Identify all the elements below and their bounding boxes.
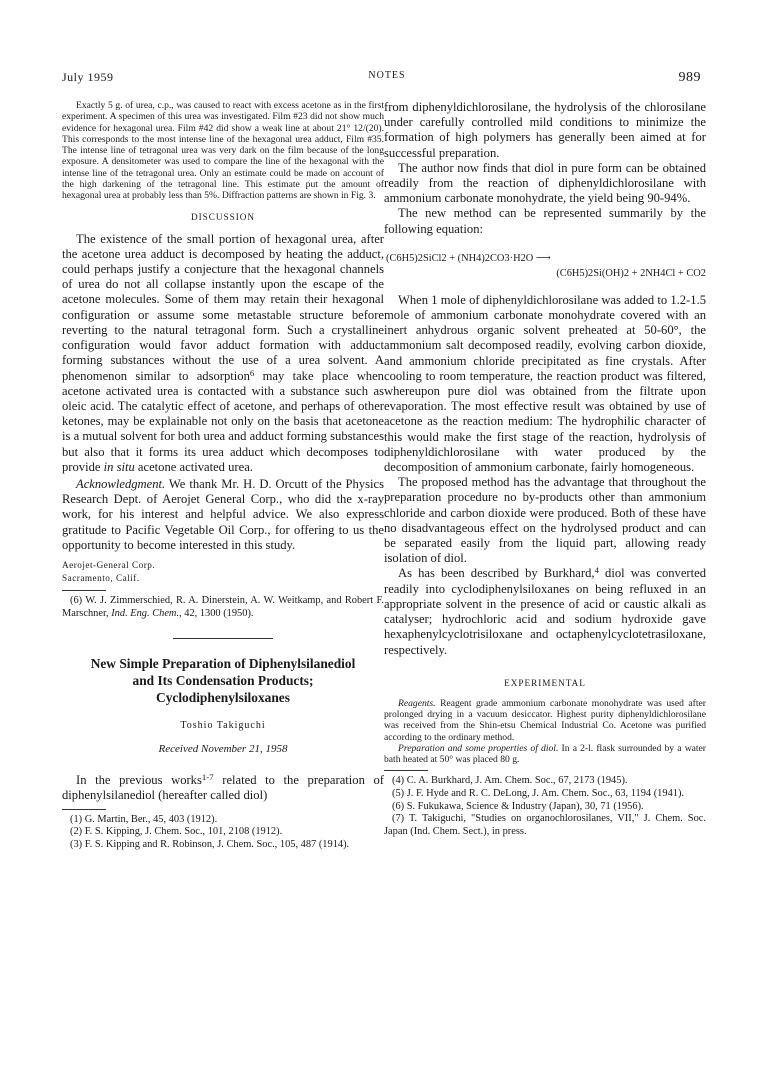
affiliation-city: Sacramento, Calif. [62,572,140,583]
acknowledgment-paragraph: Acknowledgment. We thank Mr. H. D. Orcutt of the Physics Research Dept. of Aerojet General Corp., who did the x-ray work, for his interest and helpful advice. We also express gratitude to Pacific Vegetable Oil Corp., for offering to us the opportunity to become interested in this study. [62,476,384,552]
right-column [384,100,706,838]
footnote-7: (7) T. Takiguchi, "Studies on organochlorosilanes, VII," J. Chem. Soc. Japan (Ind. Chem. Sect.), in press. [384,813,706,837]
reagents-paragraph: Reagents. Reagent grade ammonium carbonate monohydrate was used after prolonged drying in a vacuum desiccator. Highest purity diphenyldichlorosilane was received from the Shin-etsu Chemical Industrial Co. Acetone was purified according to the ordinary method. [384,697,706,743]
article-separator [173,638,273,639]
left-column [62,100,384,851]
article-intro-paragraph: In the previous works$^{1-7}$ related to the preparation of diphenylsilanediol (hereafter called diol) [62,772,384,803]
condensation-paragraph: As has been described by Burkhard,$^4$ diol was converted readily into cyclodiphenylsiloxanes on being refluxed in an appropriate solvent in the presence of acid or caustic alkali as catalyser; hydrochloric acid and sodium hydroxide gave hexaphenylcyclotrisiloxane and octaphenylcyclotetrasiloxane, respectively. [384,565,707,657]
article-author: Toshio Takiguchi [180,720,266,732]
procedure-paragraph: When 1 mole of diphenyldichlorosilane was added to 1.2-1.5 mole of ammonium carbonate monohydrate covered with an inert anhydrous organic solvent preheated at 50-60°, the ammonium salt decomposed readily, evolving carbon dioxide, and ammonium chloride precipitated as fine crystals. After cooling to room temperature, the reaction product was filtered, whereupon pure diol was obtained from the filtrate upon evaporation. The most effective result was obtained by use of acetone as the reaction medium: The hydrophilic character of this would make the first stage of the reaction, hydrolysis of diphenyldichlorosilane with water produced by the decomposition of ammonium carbonate, fairly homogeneous. [384,292,706,475]
preparation-paragraph: Preparation and some properties of diol. In a 2-l. flask surrounded by a water bath heated at 50° was placed 80 g. [384,742,706,766]
equation-line-1: (C6H5)2SiCl2 + (NH4)2CO3·H2O ⟶ [386,252,551,264]
author-finding-paragraph: The author now finds that diol in pure form can be obtained readily from the reaction of diphenyldichlorosilane with ammonium carbonate monohydrate, the yield being 90-94%. [384,160,706,206]
intro-paragraph: Exactly 5 g. of urea, c.p., was caused to react with excess acetone as in the first experiment. A specimen of this urea was investigated. Film #23 did not show much evidence for hexagonal urea. Film #42 did show a weak line at about 21° 12/(20). This corresponds to the most intense line of the hexagonal urea adduct, Film #35. The intense line of tetragonal urea was very dark on the film because of the long exposure. A densitometer was used to compare the line of the hexagonal with the intense line of the tetragonal urea. Only an estimate could be made on account of the high darkening of the tetragonal line. This estimate put the amount of hexagonal urea at probably less than 5%. Diffraction patterns are shown in Fig. 3. [62,100,384,202]
page-number: 989 [678,70,701,85]
equation-intro-paragraph: The new method can be represented summarily by the following equation: [384,206,706,236]
footnote-6b: (6) S. Fukukawa, Science & Industry (Japan), 30, 71 (1956). [392,800,644,812]
footnote-2: (2) F. S. Kipping, J. Chem. Soc., 101, 2108 (1912). [70,826,283,838]
experimental-heading: EXPERIMENTAL [504,677,586,688]
advantage-paragraph: The proposed method has the advantage that throughout the preparation procedure no by-products other than ammonium chloride and carbon dioxide were produced. Both of these have no disadvantageous effect on the hydrolysed product and can be separated easily from the liquid part, allowing ready isolation of diol. [384,475,706,566]
footnote-3: (3) F. S. Kipping and R. Robinson, J. Chem. Soc., 105, 487 (1914). [70,838,350,850]
footnote-6: (6) W. J. Zimmerschied, R. A. Dinerstein, A. W. Weitkamp, and Robert F. Marschner, Ind. Eng. Chem., 42, 1300 (1950). [62,594,384,619]
discussion-heading: DISCUSSION [190,211,256,222]
footnote-4: (4) C. A. Burkhard, J. Am. Chem. Soc., 67, 2173 (1945). [392,775,628,787]
discussion-paragraph: The existence of the small portion of hexagonal urea, after the acetone urea adduct is decomposed by heating the adduct, could perhaps justify a conjecture that the hexagonal channels of urea do not all collapse instantly upon the escape of the acetone molecules. Some of them may retain their hexagonal configuration or assume some metastable structure before reverting to the natural tetragonal form. Such a crystalline configuration would favor adduct formation with adduct forming substances without the use of a urea solvent. A phenomenon similar to adsorption$^6$ may take place when acetone activated urea is contacted with a substance such as oleic acid. The catalytic effect of acetone, and perhaps of other ketones, may be explainable not only on the basis that acetone is a mutual solvent for both urea and adduct forming substances but also that it forms its urea adduct which decomposes to provide in situ acetone activated urea. [62,231,384,474]
affiliation [62,559,384,585]
reaction-equation [384,251,706,281]
running-head-date: July 1959 [62,70,114,84]
continued-paragraph: from diphenyldichlorosilane, the hydrolysis of the chlorosilane under carefully controlled mild conditions to minimize the formation of high polymers has generally been aimed at for successful preparation. [384,100,706,160]
footnote-divider [62,590,106,591]
equation-line-2: (C6H5)2Si(OH)2 + 2NH4Cl + CO2 [556,267,706,279]
affiliation-org: Aerojet-General Corp. [62,559,156,570]
footnote-divider-2 [62,809,106,810]
footnotes-4-7 [384,775,706,838]
footnote-5: (5) J. F. Hyde and R. C. DeLong, J. Am. Chem. Soc., 63, 1194 (1941). [392,788,685,800]
footnote-divider-3 [384,770,428,771]
received-date: Received November 21, 1958 [158,743,288,756]
footnote-1: (1) G. Martin, Ber., 45, 403 (1912). [70,813,218,825]
article-title: New Simple Preparation of Diphenylsilanediol and Its Condensation Products; Cyclodiphenylsiloxanes [90,656,356,706]
running-head-section: NOTES [368,70,406,81]
footnotes-1-3 [62,814,384,852]
citation-mark: 6 [249,367,255,378]
